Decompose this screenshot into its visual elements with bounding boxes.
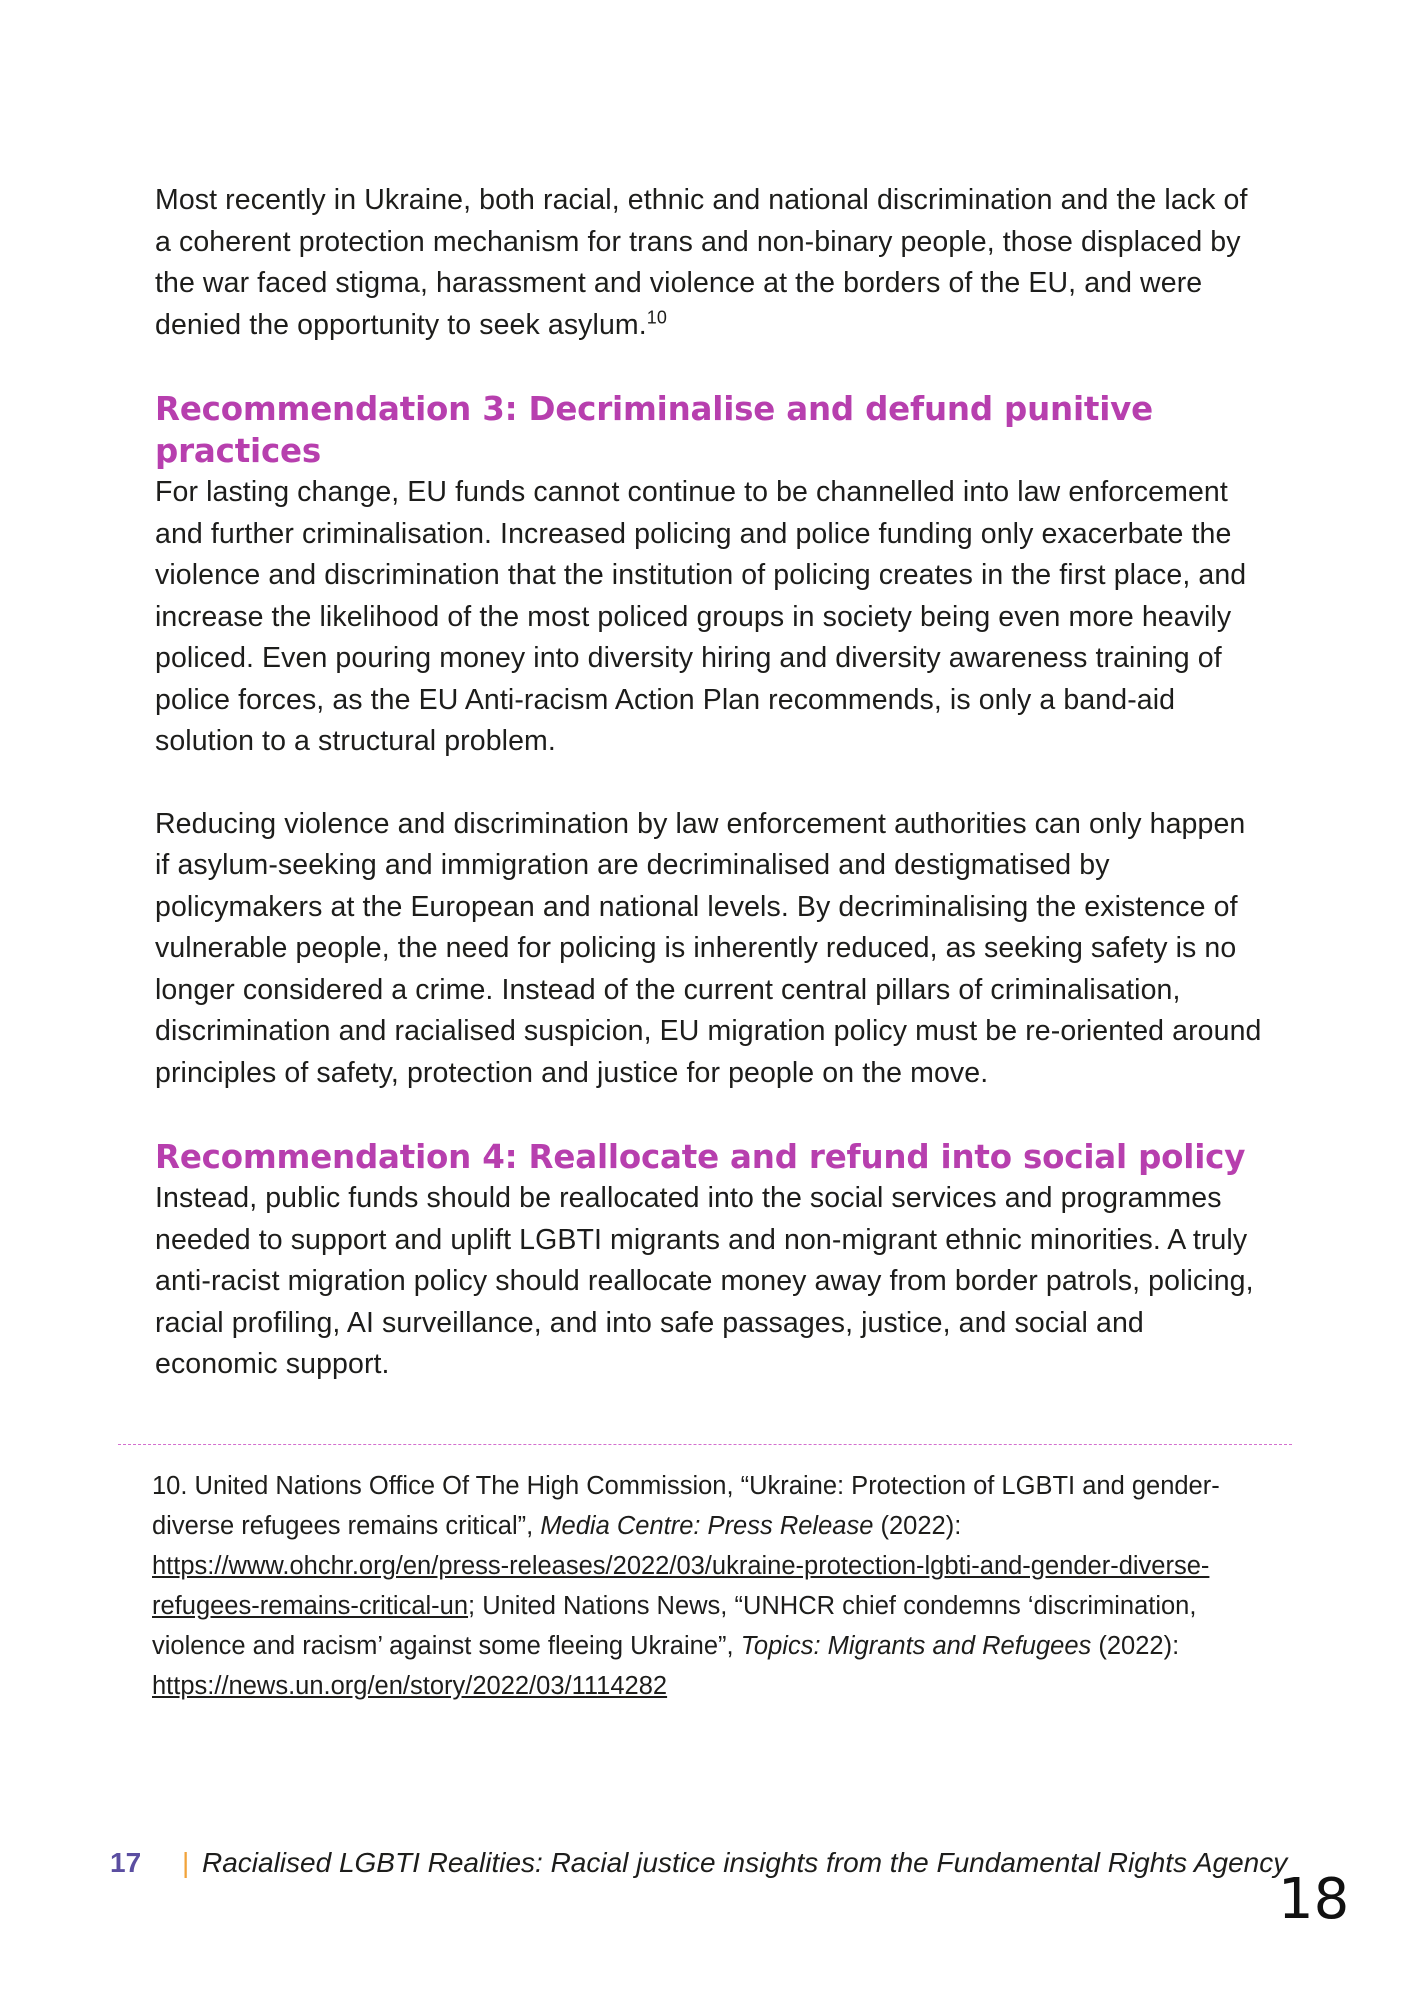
footnote-source-2-publication: Topics: Migrants and Refugees [740, 1632, 1092, 1660]
footnote-source-2-year: (2022): [1098, 1632, 1180, 1660]
footer-running-title: Racialised LGBTI Realities: Racial justice insights from the Fundamental Rights Agency [202, 1847, 1288, 1878]
sheet-number: 18 [1278, 1867, 1350, 1932]
footnote-text: 10. United Nations Office Of The High Commission, “Ukraine: Protection of LGBTI and gender-diverse refugees remains critical”, Media Centre: Press Release (2022): https://www.ohchr.org/en/press-releases/2022/03/ukraine-protection-lgbti-and-gender-diverse-refugees-remains-critical-un; United Nations News, “UNHCR chief condemns ‘discrimination, violence and racism’ against some fleeing Ukraine”, Topics: Migrants and Refugees (2022): https://news.un.org/en/story/2022/03/1114282 [152, 1472, 1220, 1700]
footnote-source-2: United Nations News, “UNHCR chief condemns ‘discrimination, violence and racism’ against some fleeing Ukraine”, [152, 1592, 1197, 1660]
main-content [155, 180, 1265, 1386]
footnote-source-1: United Nations Office Of The High Commission, “Ukraine: Protection of LGBTI and gender-diverse refugees remains critical”, [152, 1472, 1220, 1540]
footnote-number: 10. [152, 1472, 188, 1500]
footer-separator: | [182, 1847, 190, 1878]
recommendation-3-heading: Recommendation 3: Decriminalise and defund punitive practices [155, 390, 1153, 470]
recommendation-4-paragraph-1: Instead, public funds should be reallocated into the social services and programmes needed to support and uplift LGBTI migrants and non-migrant ethnic minorities. A truly anti-racist migration policy should reallocate money away from border patrols, policing, racial profiling, AI surveillance, and into safe passages, justice, and social and economic support. [155, 1182, 1254, 1380]
footnote-reference[interactable]: 10 [646, 307, 667, 327]
recommendation-3-paragraph-1: For lasting change, EU funds cannot continue to be channelled into law enforcement and further criminalisation. Increased policing and police funding only exacerbate the violence and discrimination that the institution of policing creates in the first place, and increase the likelihood of the most policed groups in society being even more heavily policed. Even pouring money into diversity hiring and diversity awareness training of police forces, as the EU Anti-racism Action Plan recommends, is only a band-aid solution to a structural problem. [155, 476, 1247, 757]
recommendation-3-paragraph-2: Reducing violence and discrimination by law enforcement authorities can only happen if asylum-seeking and immigration are decriminalised and destigmatised by policymakers at the European and national levels. By decriminalising the existence of vulnerable people, the need for policing is inherently reduced, as seeking safety is no longer considered a crime. Instead of the current central pillars of criminalisation, discrimination and racialised suspicion, EU migration policy must be re-oriented around principles of safety, protection and justice for people on the move. [155, 807, 1262, 1089]
intro-text: Most recently in Ukraine, both racial, ethnic and national discrimination and the lack of a coherent protection mechanism for trans and non-binary people, those displaced by the war faced stigma, harassment and violence at the borders of the EU, and were denied the opportunity to seek asylum. [155, 184, 1248, 341]
footnote-divider [118, 1444, 1292, 1445]
footnote-source-1-publication: Media Centre: Press Release [540, 1512, 874, 1540]
intro-paragraph [155, 180, 1265, 346]
footnote [152, 1466, 1272, 1706]
recommendation-4-heading: Recommendation 4: Reallocate and refund into social policy [155, 1138, 1246, 1176]
footnote-source-1-year: (2022): [880, 1512, 962, 1540]
footnote-source-1-link[interactable]: https://www.ohchr.org/en/press-releases/2022/03/ukraine-protection-lgbti-and-gender-diverse-refugees-remains-critical-un [152, 1552, 1210, 1620]
footer-page-number: 17 [110, 1847, 142, 1878]
footnote-source-2-link[interactable]: https://news.un.org/en/story/2022/03/1114282 [152, 1672, 668, 1700]
